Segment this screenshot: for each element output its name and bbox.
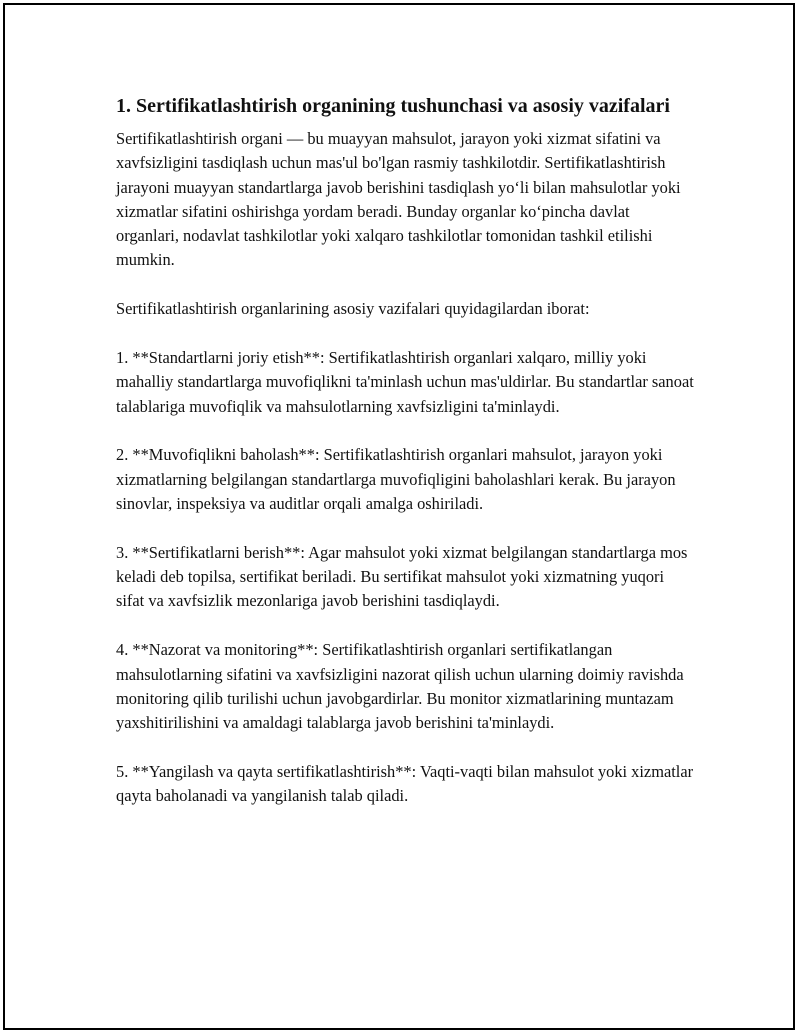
tasks-intro-paragraph: Sertifikatlashtirish organlarining asosiy vazifalari quyidagilardan iborat:	[116, 299, 590, 319]
task-item-standards: 1. **Standartlarni joriy etish**: Sertifikatlashtirish organlari xalqaro, milliy yoki mahalliy standartlarga muvofiqlikni ta'minlash uchun mas'uldirlar. Bu standartlar sanoat talablariga muvofiqlik va mahsulotlarning xavfsizligini ta'minlaydi.	[116, 348, 694, 416]
intro-paragraph: Sertifikatlashtirish organi — bu muayyan mahsulot, jarayon yoki xizmat sifatini va xavfsizligini tasdiqlash uchun mas'ul bo'lgan rasmiy tashkilotdir. Sertifikatlashtirish jarayoni muayyan standartlarga javob berishini tasdiqlash yo‘li bilan mahsulotlar yoki xizmatlar sifatini oshirishga yordam beradi. Bunday organlar ko‘pincha davlat organlari, nodavlat tashkilotlar yoki xalqaro tashkilotlar tomonidan tashkil etilishi mumkin.	[116, 129, 681, 270]
document-body	[116, 92, 696, 833]
task-item-renewal: 5. **Yangilash va qayta sertifikatlashtirish**: Vaqti-vaqti bilan mahsulot yoki xizmatlar qayta baholanadi va yangilanish talab qiladi.	[116, 761, 694, 806]
task-item-conformity: 2. **Muvofiqlikni baholash**: Sertifikatlashtirish organlari mahsulot, jarayon yoki xizmatlarning belgilangan standartlarga muvofiqligini baholashlari kerak. Bu jarayon sinovlar, inspeksiya va auditlar orqali amalga oshiriladi.	[116, 445, 676, 514]
task-item-certificates: 3. **Sertifikatlarni berish**: Agar mahsulot yoki xizmat belgilangan standartlarga mos keladi deb topilsa, sertifikat beriladi. Bu sertifikat mahsulot yoki xizmatning yuqori sifat va xavfsizlik mezonlariga javob berishini tasdiqlaydi.	[116, 542, 688, 611]
section-heading: 1. Sertifikatlashtirish organining tushunchasi va asosiy vazifalari	[116, 95, 670, 117]
task-item-monitoring: 4. **Nazorat va monitoring**: Sertifikatlashtirish organlari sertifikatlangan mahsulotlarning sifatini va xavfsizligini nazorat qilish uchun ularning doimiy ravishda monitoring qilib turilishi uchun javobgardirlar. Bu monitor xizmatlarining muntazam yaxshitirilishini va amaldagi talablarga javob berishini ta'minlaydi.	[116, 640, 684, 733]
